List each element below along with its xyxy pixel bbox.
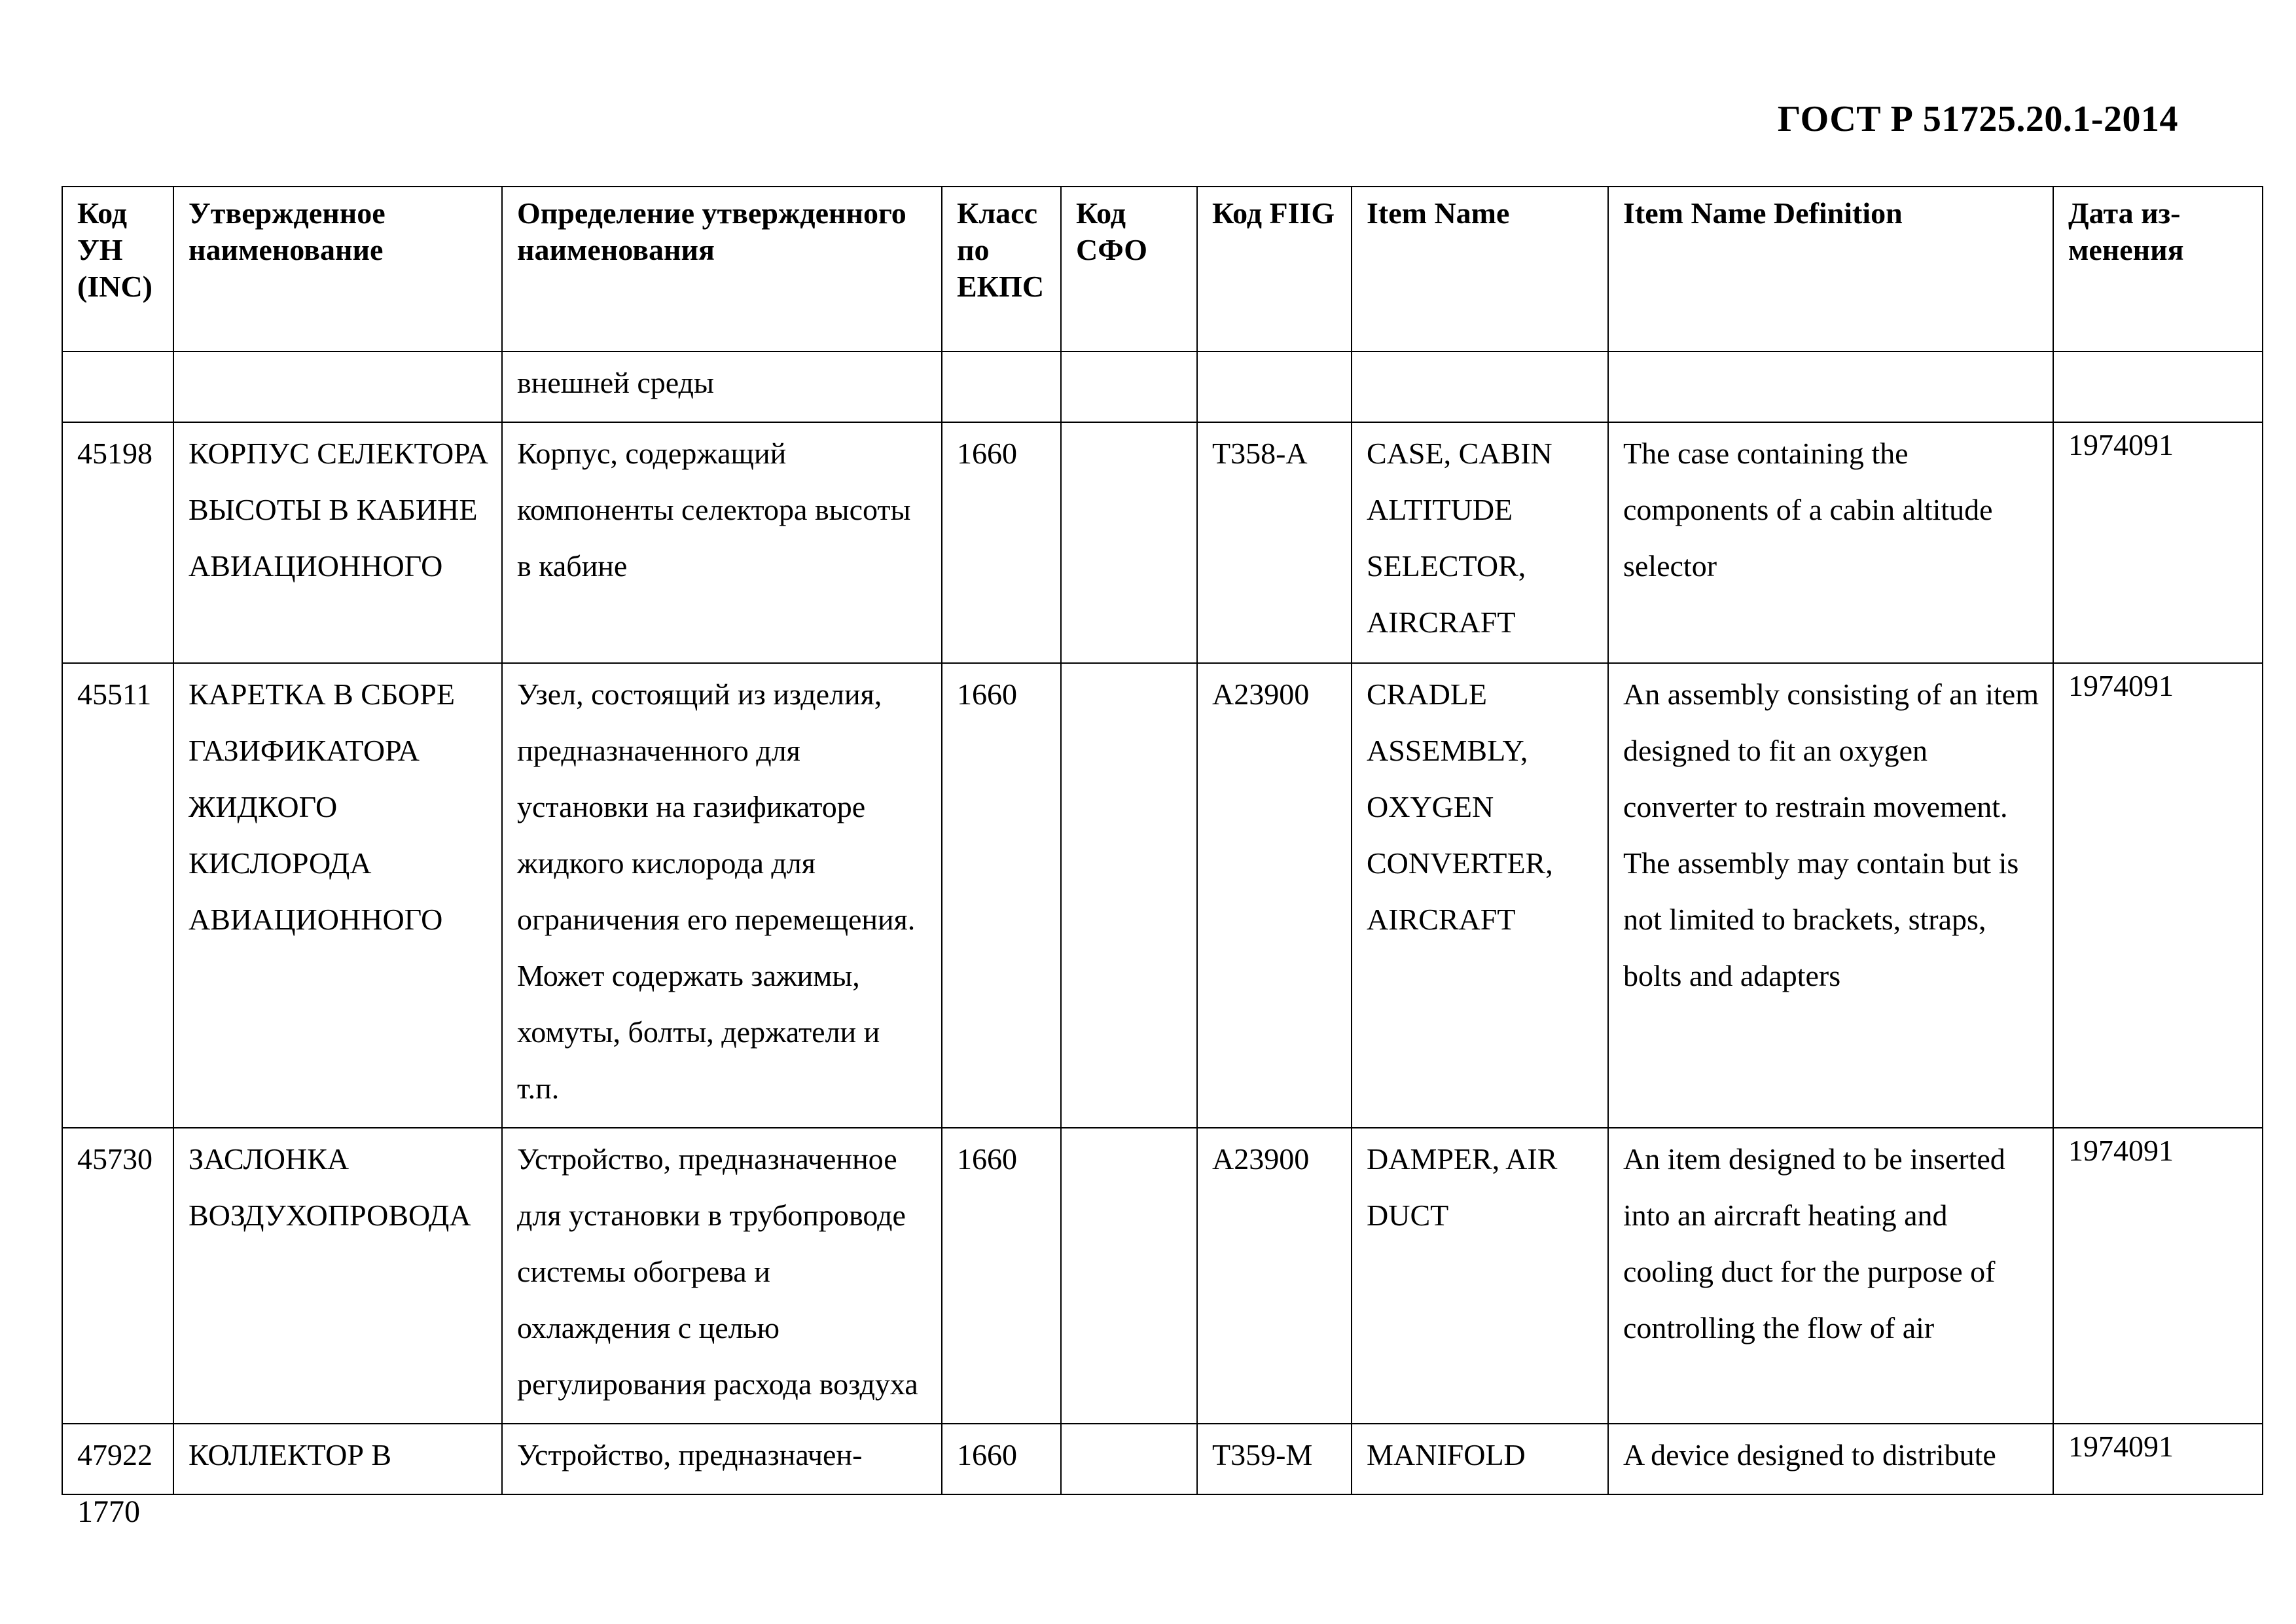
col-header-inc: Код УН (INC) xyxy=(62,187,173,352)
cell-definition: Устройство, предназначен- xyxy=(502,1424,942,1494)
col-header-definition: Определение утвержденного наименования xyxy=(502,187,942,352)
cell-fiig xyxy=(1197,352,1352,422)
cell-class: 1660 xyxy=(942,1128,1061,1424)
cell-class xyxy=(942,352,1061,422)
cell-name xyxy=(173,352,502,422)
cell-item-definition xyxy=(1608,352,2053,422)
cell-date xyxy=(2053,352,2263,422)
cell-item-name: CRADLE ASSEMBLY, OXYGEN CONVERTER, AIRCRAFT xyxy=(1352,663,1608,1128)
cell-fiig: A23900 xyxy=(1197,1128,1352,1424)
cell-inc xyxy=(62,352,173,422)
col-header-item-name: Item Name xyxy=(1352,187,1608,352)
cell-item-name xyxy=(1352,352,1608,422)
cell-definition: внешней среды xyxy=(502,352,942,422)
cell-definition: Устройство, предназначенное для установки в трубопроводе системы обогрева и охлаждения с целью регулирования расхода воздуха xyxy=(502,1128,942,1424)
cell-sfo xyxy=(1061,352,1197,422)
cell-definition: Корпус, содержащий компоненты селектора высоты в кабине xyxy=(502,422,942,663)
cell-inc: 47922 xyxy=(62,1424,173,1494)
cell-name: КАРЕТКА В СБОРЕ ГАЗИФИКАТОРА ЖИДКОГО КИСЛОРОДА АВИАЦИОННОГО xyxy=(173,663,502,1128)
cell-date: 1974091 xyxy=(2053,663,2263,1128)
col-header-item-definition: Item Name Definition xyxy=(1608,187,2053,352)
cell-fiig: A23900 xyxy=(1197,663,1352,1128)
cell-inc: 45198 xyxy=(62,422,173,663)
cell-item-definition: An item designed to be inserted into an aircraft heating and cooling duct for the purpose of controlling the flow of air xyxy=(1608,1128,2053,1424)
col-header-approved-name: Утвержденное наименование xyxy=(173,187,502,352)
cell-name: КОЛЛЕКТОР В xyxy=(173,1424,502,1494)
table-row-continuation xyxy=(62,352,2263,422)
cell-fiig: T358-A xyxy=(1197,422,1352,663)
cell-class: 1660 xyxy=(942,1424,1061,1494)
cell-definition: Узел, состоящий из изделия, предназначенного для установки на газификаторе жидкого кислорода для ограничения его перемещения. Может содержать зажимы, хомуты, болты, держатели и т.п. xyxy=(502,663,942,1128)
cell-item-definition: A device designed to distribute xyxy=(1608,1424,2053,1494)
page-number: 1770 xyxy=(77,1494,140,1529)
col-header-fiig: Код FIIG xyxy=(1197,187,1352,352)
table-header-row xyxy=(62,187,2263,352)
cell-inc: 45730 xyxy=(62,1128,173,1424)
table-row xyxy=(62,1424,2263,1494)
table-row xyxy=(62,1128,2263,1424)
cell-item-definition: The case containing the components of a cabin altitude selector xyxy=(1608,422,2053,663)
cell-class: 1660 xyxy=(942,422,1061,663)
cell-inc: 45511 xyxy=(62,663,173,1128)
inc-table xyxy=(62,186,2263,1495)
col-header-sfo: Код СФО xyxy=(1061,187,1197,352)
table-row xyxy=(62,422,2263,663)
cell-sfo xyxy=(1061,663,1197,1128)
table-row xyxy=(62,663,2263,1128)
cell-sfo xyxy=(1061,1424,1197,1494)
cell-date: 1974091 xyxy=(2053,1128,2263,1424)
cell-item-name: CASE, CABIN ALTITUDE SELECTOR, AIRCRAFT xyxy=(1352,422,1608,663)
cell-item-name: DAMPER, AIR DUCT xyxy=(1352,1128,1608,1424)
cell-item-definition: An assembly consisting of an item designed to fit an oxygen converter to restrain movement. The assembly may contain but is not limited to brackets, straps, bolts and adapters xyxy=(1608,663,2053,1128)
cell-item-name: MANIFOLD xyxy=(1352,1424,1608,1494)
cell-name: КОРПУС СЕЛЕКТОРА ВЫСОТЫ В КАБИНЕ АВИАЦИОННОГО xyxy=(173,422,502,663)
cell-sfo xyxy=(1061,1128,1197,1424)
cell-sfo xyxy=(1061,422,1197,663)
cell-name: ЗАСЛОНКА ВОЗДУХОПРОВОДА xyxy=(173,1128,502,1424)
cell-date: 1974091 xyxy=(2053,422,2263,663)
cell-class: 1660 xyxy=(942,663,1061,1128)
document-code: ГОСТ Р 51725.20.1-2014 xyxy=(1777,99,2178,139)
col-header-class: Класс по ЕКПС xyxy=(942,187,1061,352)
cell-fiig: T359-M xyxy=(1197,1424,1352,1494)
col-header-change-date: Дата из-менения xyxy=(2053,187,2263,352)
cell-date: 1974091 xyxy=(2053,1424,2263,1494)
